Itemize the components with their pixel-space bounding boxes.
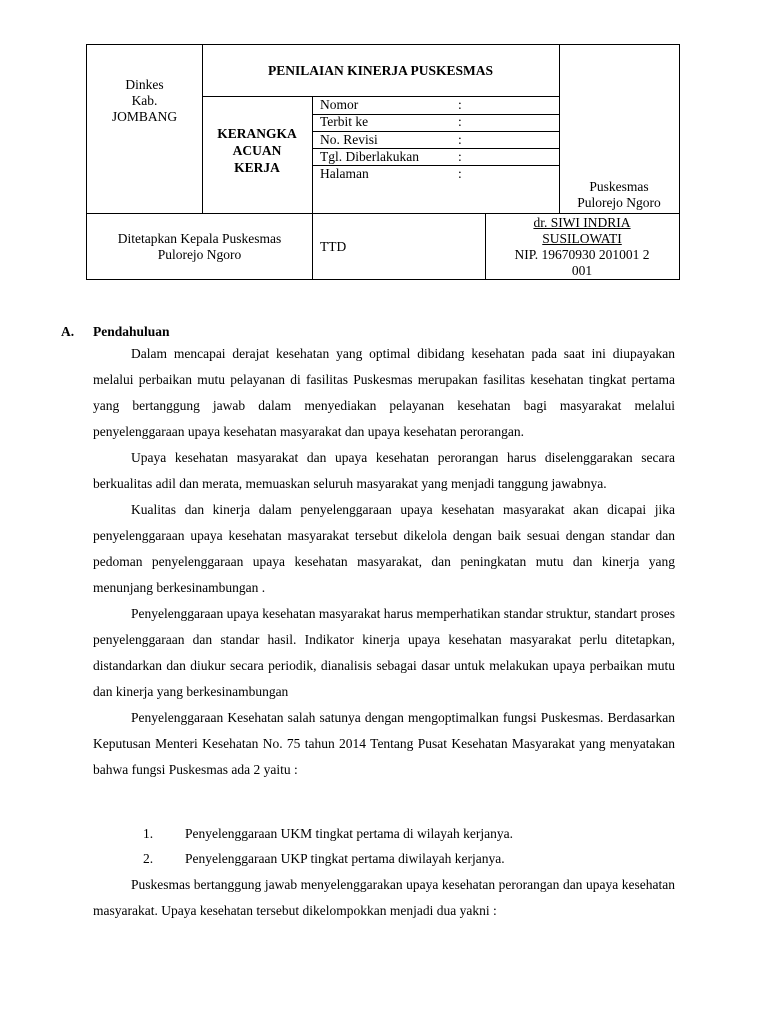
meta-label: Halaman: [320, 166, 369, 181]
closing-paragraph-block: [93, 872, 675, 924]
header-title: [202, 45, 559, 96]
paragraph: Dalam mencapai derajat kesehatan yang optimal dibidang kesehatan pada saat ini diupayakan melalui perbaikan mutu pelayanan di fasilitas Puskesmas merupakan fasilitas kesehatan tingkat pertama yang bertanggung jawab dalam menyediakan pelayanan kesehatan bagi masyarakat melalui penyelenggaraan upaya kesehatan masyarakat dan upaya kesehatan perorangan.: [93, 346, 675, 439]
org-line-3: JOMBANG: [111, 109, 178, 124]
signer-nip-1: NIP. 19670930 201001 2: [514, 247, 650, 262]
org-line-1: Dinkes: [125, 77, 164, 92]
header-signer: [485, 214, 679, 280]
approval-line-2: Pulorejo Ngoro: [157, 246, 242, 262]
list-number: 2.: [143, 851, 154, 866]
header-approval: [87, 213, 312, 280]
list-number: 1.: [143, 826, 154, 841]
approval-line-1: Ditetapkan Kepala Puskesmas: [117, 230, 282, 246]
meta-label: Tgl. Diberlakukan: [320, 149, 419, 164]
header-signature: [320, 239, 346, 255]
meta-label: Nomor: [320, 97, 359, 112]
org-line-2: Kab.: [131, 93, 158, 108]
meta-colon: :: [458, 132, 462, 147]
section-title: Pendahuluan: [93, 324, 170, 339]
paragraph: Upaya kesehatan masyarakat dan upaya kesehatan perorangan harus diselenggarakan secara berkualitas adil dan merata, memuaskan seluruh masyarakat yang menjadi tanggung jawabnya.: [93, 450, 675, 491]
doc-type-line-1: KERANGKA: [217, 126, 297, 141]
body-paragraphs: [93, 341, 675, 783]
list-text: Penyelenggaraan UKM tingkat pertama di wilayah kerjanya.: [185, 826, 514, 841]
meta-label: Terbit ke: [320, 114, 369, 129]
doc-type-line-3: KERJA: [234, 160, 280, 175]
signer-name-2: SUSILOWATI: [542, 231, 622, 246]
header-unit: [559, 179, 679, 213]
doc-type-line-2: ACUAN: [232, 143, 282, 158]
paragraph: Penyelenggaraan upaya kesehatan masyarakat harus memperhatikan standar struktur, standart proses penyelenggaraan dan standar hasil. Indikator kinerja upaya kesehatan masyarakat perlu ditetapkan, distandarkan dan diukur secara periodik, dianalisis sebagai dasar untuk melakukan upaya perbaikan mutu dan kinerja yang berkesinambungan: [93, 606, 675, 699]
section-letter: A.: [61, 324, 75, 339]
paragraph: Penyelenggaraan Kesehatan salah satunya dengan mengoptimalkan fungsi Puskesmas. Berdasarkan Keputusan Menteri Kesehatan No. 75 tahun 2014 Tentang Pusat Kesehatan Masyarakat yang menyatakan bahwa fungsi Puskesmas ada 2 yaitu :: [93, 710, 675, 777]
paragraph: Puskesmas bertanggung jawab menyelenggarakan upaya kesehatan perorangan dan upaya kesehatan masyarakat. Upaya kesehatan tersebut dikelompokkan menjadi dua yakni :: [93, 877, 675, 918]
list-text: Penyelenggaraan UKP tingkat pertama diwilayah kerjanya.: [185, 851, 505, 866]
meta-colon: :: [458, 166, 462, 181]
signature-label: TTD: [320, 239, 347, 254]
unit-line-2: Pulorejo Ngoro: [577, 195, 661, 210]
paragraph: Kualitas dan kinerja dalam penyelenggaraan upaya kesehatan masyarakat akan dicapai jika penyelenggaraan upaya kesehatan masyarakat tersebut dikelola dengan baik sesuai dengan standar dan pedoman penyelenggaraan upaya kesehatan masyarakat, dan peningkatan mutu dan kinerja yang menunjang berkesinambungan .: [93, 502, 675, 595]
signer-nip-2: 001: [571, 263, 593, 278]
header-doc-type: [202, 125, 312, 185]
signer-name-1: dr. SIWI INDRIA: [533, 215, 631, 230]
document-title: PENILAIAN KINERJA PUSKESMAS: [267, 62, 494, 78]
meta-label: No. Revisi: [320, 132, 378, 147]
meta-colon: :: [458, 114, 462, 129]
meta-colon: :: [458, 149, 462, 164]
meta-colon: :: [458, 97, 462, 112]
unit-line-1: Puskesmas: [589, 179, 649, 194]
header-organization: [87, 77, 202, 133]
